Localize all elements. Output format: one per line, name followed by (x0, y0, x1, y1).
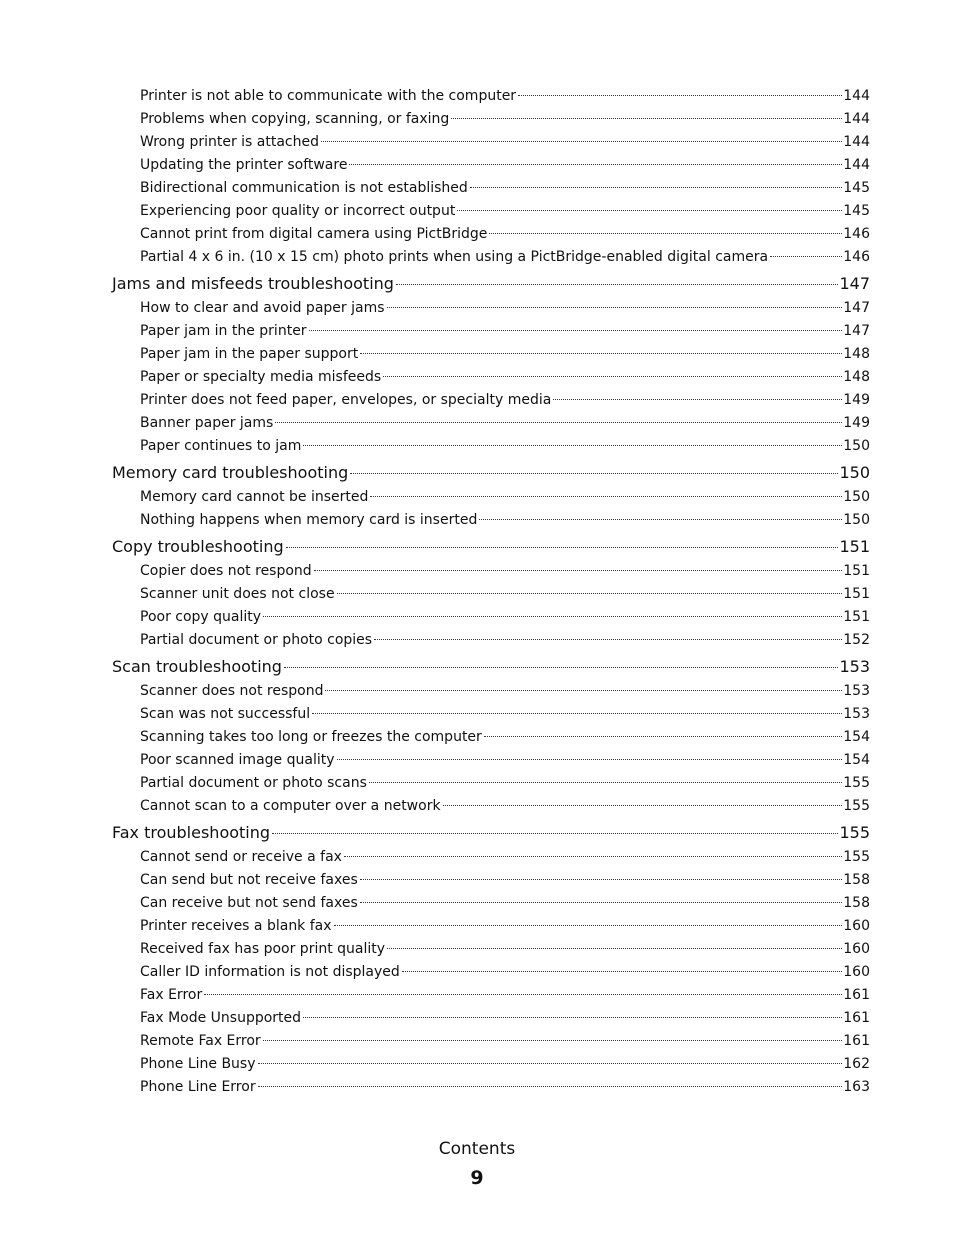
dot-leader (484, 736, 842, 737)
dot-leader (443, 805, 843, 806)
toc-entry[interactable] (112, 1053, 870, 1076)
dot-leader (360, 353, 842, 354)
dot-leader (470, 187, 842, 188)
toc-entry[interactable] (112, 412, 870, 435)
toc-entry-page: 144 (843, 88, 870, 104)
toc-entry-title: Can send but not receive faxes (140, 872, 358, 888)
toc-entry-title: Scanner unit does not close (140, 586, 335, 602)
toc-entry-page: 148 (843, 369, 870, 385)
toc-entry-title: Can receive but not send faxes (140, 895, 358, 911)
toc-entry[interactable] (112, 606, 870, 629)
toc-entry-title: Partial document or photo scans (140, 775, 367, 791)
dot-leader (770, 256, 842, 257)
toc-entry-page: 145 (843, 203, 870, 219)
toc-entry[interactable] (112, 772, 870, 795)
dot-leader (387, 307, 843, 308)
toc-entry[interactable] (112, 560, 870, 583)
dot-leader (350, 473, 838, 474)
toc-entry-page: 145 (843, 180, 870, 196)
dot-leader (337, 593, 843, 594)
toc-entry-title: Fax Mode Unsupported (140, 1010, 302, 1026)
dot-leader (309, 330, 843, 331)
dot-leader (286, 547, 839, 548)
toc-entry[interactable] (112, 435, 870, 458)
toc-entry-title: Phone Line Error (140, 1079, 256, 1095)
dot-leader (263, 1040, 843, 1041)
toc-entry-title: Paper or specialty media misfeeds (140, 369, 382, 385)
toc-entry-title: Bidirectional communication is not established (140, 180, 468, 196)
toc-entry-page: 151 (843, 563, 870, 579)
toc-section-entry[interactable] (112, 654, 870, 680)
dot-leader (383, 376, 842, 377)
dot-leader (479, 519, 842, 520)
toc-entry-title: Partial 4 x 6 in. (10 x 15 cm) photo prints when using a PictBridge-enabled digital camera (140, 249, 769, 265)
toc-entry[interactable] (112, 703, 870, 726)
toc-entry-page: 146 (843, 249, 870, 265)
dot-leader (284, 667, 839, 668)
toc-entry-page: 146 (843, 226, 870, 242)
toc-entry-page: 148 (843, 346, 870, 362)
toc-entry-page: 150 (839, 463, 870, 482)
dot-leader (369, 782, 842, 783)
toc-entry[interactable] (112, 509, 870, 532)
dot-leader (258, 1063, 843, 1064)
toc-entry[interactable] (112, 1076, 870, 1099)
toc-entry-page: 162 (843, 1056, 870, 1072)
toc-entry[interactable] (112, 629, 870, 652)
toc-entry-page: 154 (843, 729, 870, 745)
toc-entry[interactable] (112, 343, 870, 366)
toc-entry-title: Printer is not able to communicate with the computer (140, 88, 517, 104)
toc-entry-title: Caller ID information is not displayed (140, 964, 400, 980)
toc-entry[interactable] (112, 1030, 870, 1053)
dot-leader (374, 639, 842, 640)
toc-entry-title: Received fax has poor print quality (140, 941, 386, 957)
toc-entry-page: 147 (843, 300, 870, 316)
toc-entry-page: 151 (843, 609, 870, 625)
toc-entry-page: 144 (843, 111, 870, 127)
toc-entry[interactable] (112, 108, 870, 131)
dot-leader (457, 210, 842, 211)
toc-entry-page: 158 (843, 872, 870, 888)
toc-entry-title: Poor copy quality (140, 609, 262, 625)
dot-leader (314, 570, 843, 571)
dot-leader (396, 284, 839, 285)
toc-entry-title: Memory card cannot be inserted (140, 489, 369, 505)
toc-entry[interactable] (112, 984, 870, 1007)
toc-entry-page: 158 (843, 895, 870, 911)
toc-section-entry[interactable] (112, 460, 870, 486)
toc-entry-title: Memory card troubleshooting (112, 463, 349, 482)
toc-entry-page: 152 (843, 632, 870, 648)
toc-entry-page: 160 (843, 918, 870, 934)
toc-entry[interactable] (112, 320, 870, 343)
dot-leader (518, 95, 842, 96)
toc-entry-page: 163 (843, 1079, 870, 1095)
dot-leader (349, 164, 842, 165)
toc-entry-page: 144 (843, 157, 870, 173)
toc-entry-page: 149 (843, 415, 870, 431)
toc-entry[interactable] (112, 297, 870, 320)
dot-leader (553, 399, 842, 400)
toc-entry-title: Wrong printer is attached (140, 134, 319, 150)
toc-entry-title: Cannot scan to a computer over a network (140, 798, 441, 814)
dot-leader (360, 879, 843, 880)
dot-leader (451, 118, 842, 119)
toc-entry[interactable] (112, 749, 870, 772)
toc-entry[interactable] (112, 486, 870, 509)
toc-entry-title: Cannot send or receive a fax (140, 849, 342, 865)
toc-entry[interactable] (112, 846, 870, 869)
dot-leader (303, 445, 842, 446)
toc-entry-page: 153 (839, 657, 870, 676)
toc-entry-page: 154 (843, 752, 870, 768)
toc-entry[interactable] (112, 85, 870, 108)
toc-entry-page: 150 (843, 438, 870, 454)
toc-entry[interactable] (112, 583, 870, 606)
toc-entry-title: Copy troubleshooting (112, 537, 284, 556)
toc-entry-title: Banner paper jams (140, 415, 274, 431)
toc-entry-page: 155 (843, 775, 870, 791)
toc-entry-page: 161 (843, 1010, 870, 1026)
dot-leader (325, 690, 842, 691)
footer-page-number: 9 (470, 1167, 484, 1189)
toc-entry-page: 151 (843, 586, 870, 602)
toc-entry-title: Cannot print from digital camera using PictBridge (140, 226, 488, 242)
toc-section-entry[interactable] (112, 271, 870, 297)
toc-entry[interactable] (112, 246, 870, 269)
toc-entry-page: 153 (843, 706, 870, 722)
toc-entry[interactable] (112, 366, 870, 389)
toc-entry[interactable] (112, 915, 870, 938)
toc-entry-page: 151 (839, 537, 870, 556)
toc-entry-title: Fax Error (140, 987, 203, 1003)
toc-entry-title: Remote Fax Error (140, 1033, 261, 1049)
toc-entry-title: Poor scanned image quality (140, 752, 335, 768)
toc-entry-title: How to clear and avoid paper jams (140, 300, 385, 316)
toc-entry[interactable] (112, 177, 870, 200)
dot-leader (258, 1086, 843, 1087)
dot-leader (312, 713, 842, 714)
toc-entry-title: Scanning takes too long or freezes the computer (140, 729, 482, 745)
toc-entry-page: 153 (843, 683, 870, 699)
dot-leader (334, 925, 843, 926)
toc-entry-page: 144 (843, 134, 870, 150)
dot-leader (204, 994, 842, 995)
dot-leader (337, 759, 843, 760)
toc-entry[interactable] (112, 961, 870, 984)
dot-leader (321, 141, 842, 142)
toc-entry-page: 147 (843, 323, 870, 339)
toc-entry-title: Fax troubleshooting (112, 823, 271, 842)
toc-entry-page: 155 (843, 849, 870, 865)
toc-entry[interactable] (112, 869, 870, 892)
toc-entry[interactable] (112, 223, 870, 246)
toc-entry[interactable] (112, 154, 870, 177)
dot-leader (489, 233, 842, 234)
toc-entry-title: Jams and misfeeds troubleshooting (112, 274, 394, 293)
toc-entry-page: 150 (843, 512, 870, 528)
dot-leader (344, 856, 842, 857)
toc-entry-title: Partial document or photo copies (140, 632, 373, 648)
toc-entry-title: Paper jam in the paper support (140, 346, 359, 362)
toc-entry-page: 150 (843, 489, 870, 505)
toc-section-entry[interactable] (112, 820, 870, 846)
toc-entry-page: 149 (843, 392, 870, 408)
toc-entry-page: 155 (839, 823, 870, 842)
toc-entry-title: Paper jam in the printer (140, 323, 307, 339)
toc-entry[interactable] (112, 680, 870, 703)
table-of-contents (112, 85, 870, 1099)
toc-entry[interactable] (112, 1007, 870, 1030)
toc-entry-page: 161 (843, 1033, 870, 1049)
toc-entry-page: 155 (843, 798, 870, 814)
toc-entry-title: Phone Line Busy (140, 1056, 256, 1072)
toc-entry[interactable] (112, 200, 870, 223)
toc-entry-title: Copier does not respond (140, 563, 312, 579)
toc-entry-page: 160 (843, 941, 870, 957)
dot-leader (275, 422, 842, 423)
toc-entry-title: Scan troubleshooting (112, 657, 282, 676)
toc-entry-title: Paper continues to jam (140, 438, 302, 454)
toc-entry-page: 161 (843, 987, 870, 1003)
toc-entry-title: Problems when copying, scanning, or faxing (140, 111, 450, 127)
toc-section-entry[interactable] (112, 534, 870, 560)
toc-entry-page: 160 (843, 964, 870, 980)
dot-leader (303, 1017, 842, 1018)
dot-leader (360, 902, 843, 903)
dot-leader (370, 496, 842, 497)
toc-entry[interactable] (112, 892, 870, 915)
toc-entry[interactable] (112, 795, 870, 818)
toc-entry-title: Printer receives a blank fax (140, 918, 332, 934)
toc-entry-title: Experiencing poor quality or incorrect output (140, 203, 456, 219)
toc-entry-title: Scanner does not respond (140, 683, 324, 699)
toc-entry[interactable] (112, 726, 870, 749)
toc-entry-title: Updating the printer software (140, 157, 348, 173)
toc-entry-title: Nothing happens when memory card is inserted (140, 512, 478, 528)
dot-leader (272, 833, 838, 834)
footer-section-label: Contents (438, 1139, 516, 1159)
toc-entry-page: 147 (839, 274, 870, 293)
dot-leader (387, 948, 842, 949)
toc-entry-title: Printer does not feed paper, envelopes, or specialty media (140, 392, 552, 408)
toc-entry[interactable] (112, 131, 870, 154)
toc-entry-title: Scan was not successful (140, 706, 311, 722)
dot-leader (402, 971, 842, 972)
toc-entry[interactable] (112, 389, 870, 412)
dot-leader (263, 616, 842, 617)
toc-entry[interactable] (112, 938, 870, 961)
